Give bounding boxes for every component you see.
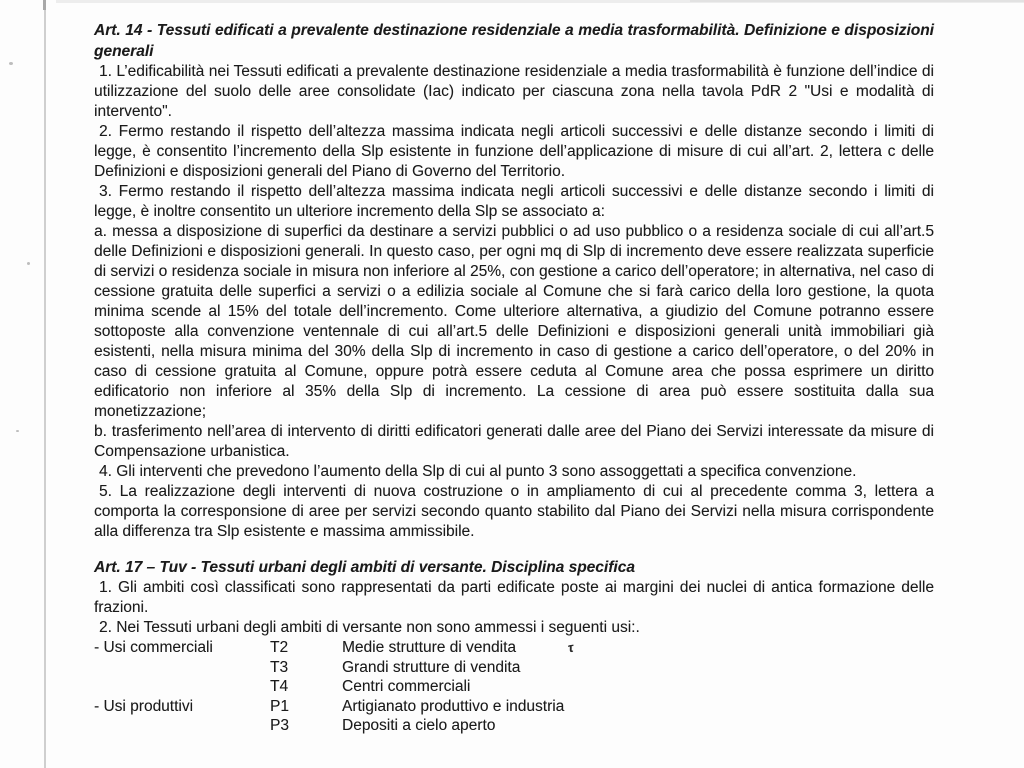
usage-code-cell: T4 [270,678,289,696]
excluded-uses-table [94,638,934,736]
document-body [94,20,934,736]
scan-top-smudge-dark [690,0,1024,2]
section-gap [94,542,934,557]
scan-speck [27,262,30,265]
art14-paragraph-2: 2. Fermo restando il rispetto dell’altezza massima indicata negli articoli successivi e delle distanze secondo i limiti di legge, è consentito l’incremento della Slp esistente in funzione dell’applicazione di misure di cui all’art. 2, lettera c delle Definizioni e disposizioni generali del Piano di Governo del Territorio. [94,123,934,180]
usage-row [94,658,934,678]
usage-code-cell: P1 [270,697,289,715]
art14-paragraph-4: 4. Gli interventi che prevedono l’aumento della Slp di cui al punto 3 sono assoggettati a specifica convenzione. [99,463,857,480]
heading-art-14: Art. 14 - Tessuti edificati a prevalente destinazione residenziale a media trasformabilità. Definizione e disposizioni generali [94,22,934,60]
scan-artifact-mark: τ [566,639,575,656]
usage-description-cell: Depositi a cielo aperto [342,717,496,735]
usage-category-cell: - Usi commerciali [94,639,213,656]
usage-description-cell: Centri commerciali [342,678,471,696]
art14-paragraph-1: 1. L’edificabilità nei Tessuti edificati a prevalente destinazione residenziale a media trasformabilità è funzione dell’indice di utilizzazione del suolo delle aree consolidate (Iac) indicato per ciascuna zona nella tavola PdR 2 "Usi e modalità di intervento". [94,63,934,120]
usage-code-cell: P3 [270,717,289,735]
scan-speck [16,430,19,432]
scan-vertical-line-cap [43,0,46,10]
heading-art-17: Art. 17 – Tuv - Tessuti urbani degli ambiti di versante. Disciplina specifica [94,559,635,576]
scan-vertical-line [44,0,46,768]
usage-row [94,716,934,736]
usage-description-cell: Artigianato produttivo e industria [342,697,565,715]
scan-speck [9,62,13,65]
usage-row [94,677,934,697]
art17-paragraph-1: 1. Gli ambiti così classificati sono rappresentati da parti edificate poste ai margini dei nuclei di antica formazione delle frazioni. [94,579,934,616]
usage-row [94,697,934,717]
art14-paragraph-5: 5. La realizzazione degli interventi di nuova costruzione o in ampliamento di cui al precedente comma 3, lettera a comporta la corresponsione di aree per servizi secondo quanto stabilito dal Piano dei Servizi nella misura corrispondente alla differenza tra Slp esistente e massima ammissibile. [94,483,934,540]
usage-description-cell: Medie strutture di vendita [342,639,517,656]
art14-paragraph-b: b. trasferimento nell’area di intervento di diritti edificatori generati dalle aree del Piano dei Servizi interessate da misure di Compensazione urbanistica. [94,423,934,460]
usage-category-cell: - Usi produttivi [94,697,194,715]
usage-description-cell: Grandi strutture di vendita [342,658,521,676]
usage-row [94,638,934,658]
usage-category-cell [94,677,270,697]
art14-paragraph-a: a. messa a disposizione di superfici da destinare a servizi pubblici o ad uso pubblico o a residenza sociale di cui all’art.5 delle Definizioni e disposizioni generali. In questo caso, per ogni mq di Slp di incremento deve essere realizzata superficie di servizi o residenza sociale in misura non inferiore al 25%, con gestione a carico dell’operatore; in alternativa, nel caso di cessione gratuita delle superfici a servizi o a edilizia sociale al Comune che si farà carico della loro gestione, la quota minima scende al 15% del totale dell’incremento. Come ulteriore alternativa, a giudizio del Comune potranno essere sottoposte alla convenzione ventennale di cui all’art.5 delle Definizioni e disposizioni generali unità immobiliari già esistenti, nella misura minima del 30% della Slp di incremento in caso di gestione a carico dell’operatore, o del 20% in caso di cessione gratuita al Comune, oppure potrà essere ceduta al Comune area che possa esprimere un diritto edificatorio non inferiore al 35% della Slp di incremento. La cessione di area può essere sostituita dalla sua monetizzazione; [94,223,934,420]
usage-code-cell: T2 [270,639,289,656]
usage-category-cell [94,658,270,678]
usage-category-cell [94,716,270,736]
usage-code-cell: T3 [270,658,289,676]
art14-paragraph-3: 3. Fermo restando il rispetto dell’altezza massima indicata negli articoli successivi e delle distanze secondo i limiti di legge, è inoltre consentito un ulteriore incremento della Slp se associato a: [94,183,934,220]
art17-paragraph-2: 2. Nei Tessuti urbani degli ambiti di versante non sono ammessi i seguenti usi:. [99,619,640,636]
